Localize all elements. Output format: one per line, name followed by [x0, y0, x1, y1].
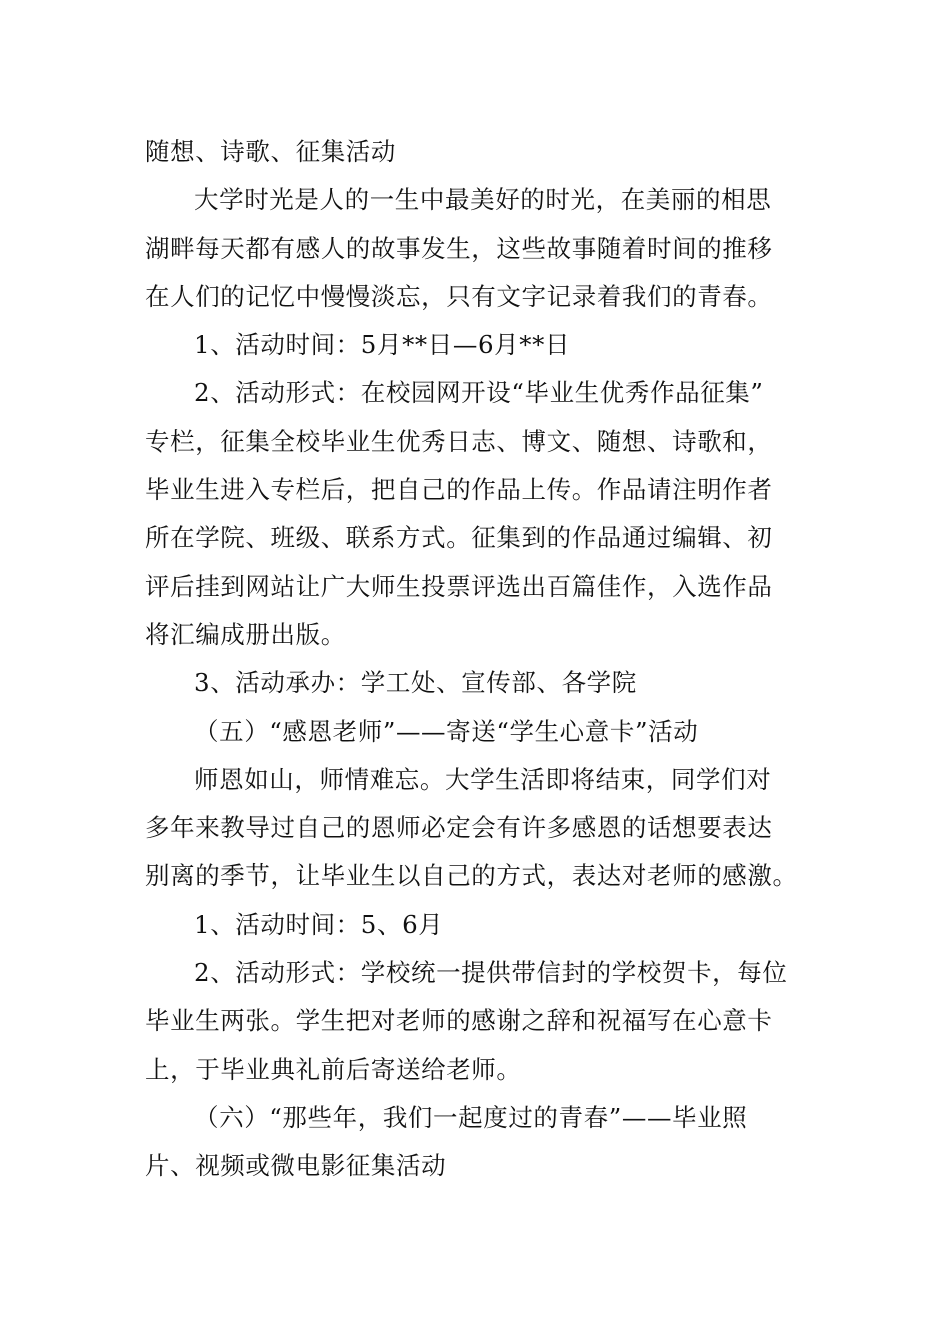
text-line: 湖畔每天都有感人的故事发生，这些故事随着时间的推移	[145, 233, 773, 263]
text-line: 毕业生两张。学生把对老师的感谢之辞和祝福写在心意卡	[145, 1006, 773, 1036]
activity-form: 2、活动形式：学校统一提供带信封的学校贺卡，每位	[194, 958, 788, 988]
text-line: 专栏，征集全校毕业生优秀日志、博文、随想、诗歌和，	[145, 426, 773, 456]
text-line: 多年来教导过自己的恩师必定会有许多感恩的话想要表达	[145, 813, 773, 843]
activity-organizer: 3、活动承办：学工处、宣传部、各学院	[194, 668, 637, 698]
text-line: 片、视频或微电影征集活动	[145, 1151, 447, 1181]
text-line: 毕业生进入专栏后，把自己的作品上传。作品请注明作者	[145, 475, 773, 505]
section-heading-6: （六）“那些年，我们一起度过的青春”——毕业照	[194, 1102, 748, 1132]
paragraph-intro: 大学时光是人的一生中最美好的时光，在美丽的相思	[194, 185, 772, 215]
paragraph-thanks: 师恩如山，师情难忘。大学生活即将结束，同学们对	[194, 764, 772, 794]
text-line: 在人们的记忆中慢慢淡忘，只有文字记录着我们的青春。	[145, 281, 773, 311]
activity-time: 1、活动时间：5月**日—6月**日	[194, 330, 571, 360]
activity-form: 2、活动形式：在校园网开设“毕业生优秀作品征集”	[194, 378, 764, 408]
section-heading-5: （五）“感恩老师”——寄送“学生心意卡”活动	[194, 716, 699, 746]
text-line: 上，于毕业典礼前后寄送给老师。	[145, 1054, 522, 1084]
text-line: 将汇编成册出版。	[145, 619, 346, 649]
activity-time: 1、活动时间：5、6月	[194, 909, 444, 939]
text-line: 随想、诗歌、征集活动	[145, 137, 396, 166]
text-line: 别离的季节，让毕业生以自己的方式，表达对老师的感激。	[145, 861, 798, 891]
document-body	[145, 128, 810, 1191]
text-line: 评后挂到网站让广大师生投票评选出百篇佳作，入选作品	[145, 571, 773, 601]
text-line: 所在学院、班级、联系方式。征集到的作品通过编辑、初	[145, 523, 773, 553]
